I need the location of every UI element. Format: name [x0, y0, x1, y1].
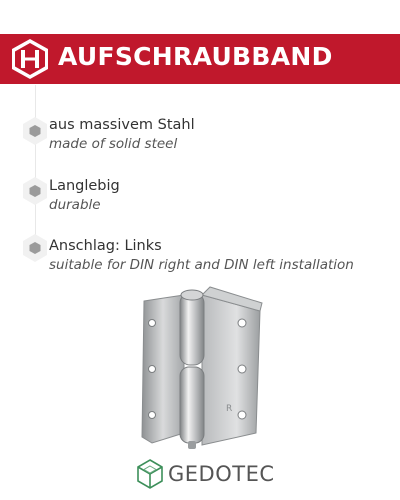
hexagon-bullet-icon — [20, 233, 50, 263]
hexagon-bullet-icon — [20, 176, 50, 206]
title-banner — [0, 34, 400, 84]
brand-logo — [135, 456, 275, 492]
banner-title: AUFSCHRAUBBAND — [58, 42, 333, 71]
feature-subtitle-material: made of solid steel — [49, 136, 178, 152]
hex-hinge-icon — [11, 38, 49, 80]
timeline-line — [35, 85, 36, 255]
feature-title-durability: Langlebig — [49, 178, 120, 194]
feature-title-material: aus massivem Stahl — [49, 117, 195, 133]
svg-text:R: R — [226, 404, 233, 414]
feature-subtitle-installation: suitable for DIN right and DIN left installation — [49, 257, 354, 273]
feature-subtitle-durability: durable — [49, 197, 101, 213]
gedotec-cube-logo — [135, 458, 165, 490]
hexagon-bullet-icon — [20, 116, 50, 146]
feature-title-installation: Anschlag: Links — [49, 238, 162, 254]
brand-name: GEDOTEC — [168, 462, 275, 486]
hinge-product-image — [138, 283, 268, 455]
